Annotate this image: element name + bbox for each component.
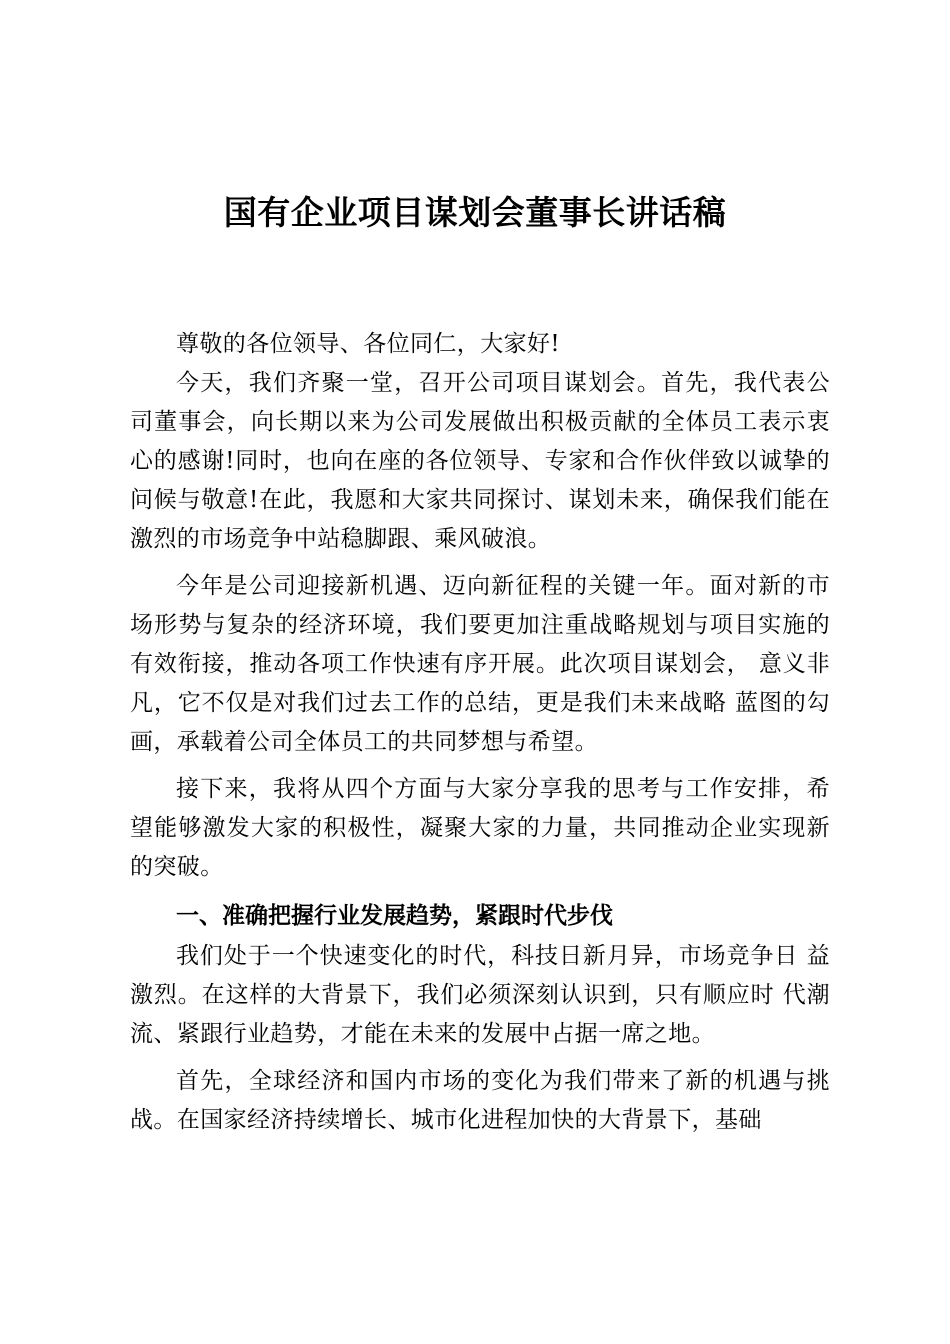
section-1-paragraph-2: 首先，全球经济和国内市场的变化为我们带来了新的机遇与挑战。在国家经济持续增长、城市化进程加快的大背景下，基础 (130, 1068, 830, 1133)
greeting-paragraph: 尊敬的各位领导、各位同仁，大家好! (176, 331, 561, 357)
context-paragraph: 今年是公司迎接新机遇、迈向新征程的关键一年。面对新的市场形势与复杂的经济环境，我们要更加注重战略规划与项目实施的有效衔接，推动各项工作快速有序开展。此次项目谋划会， 意义非凡，它不仅是对我们过去工作的总结，更是我们未来战略 蓝图的勾画，承载着公司全体员工的共同梦想与希望。 (130, 573, 830, 755)
document-body (130, 325, 830, 1140)
document-title: 国有企业项目谋划会董事长讲话稿 (223, 193, 727, 232)
outline-paragraph: 接下来，我将从四个方面与大家分享我的思考与工作安排，希望能够激发大家的积极性，凝聚大家的力量，共同推动企业实现新的突破。 (130, 776, 830, 880)
opening-paragraph: 今天，我们齐聚一堂，召开公司项目谋划会。首先，我代表公司董事会，向长期以来为公司发展做出积极贡献的全体员工表示衷心的感谢!同时，也向在座的各位领导、专家和合作伙伴致以诚挚的问候与敬意!在此，我愿和大家共同探讨、谋划未来，确保我们能在激烈的市场竞争中站稳脚跟、乘风破浪。 (130, 370, 830, 552)
section-heading-1: 一、准确把握行业发展趋势，紧跟时代步伐 (176, 903, 613, 929)
section-1-paragraph-1: 我们处于一个快速变化的时代，科技日新月异，市场竞争日 益激烈。在这样的大背景下，我们必须深刻认识到，只有顺应时 代潮流、紧跟行业趋势，才能在未来的发展中占据一席之地。 (130, 943, 830, 1047)
